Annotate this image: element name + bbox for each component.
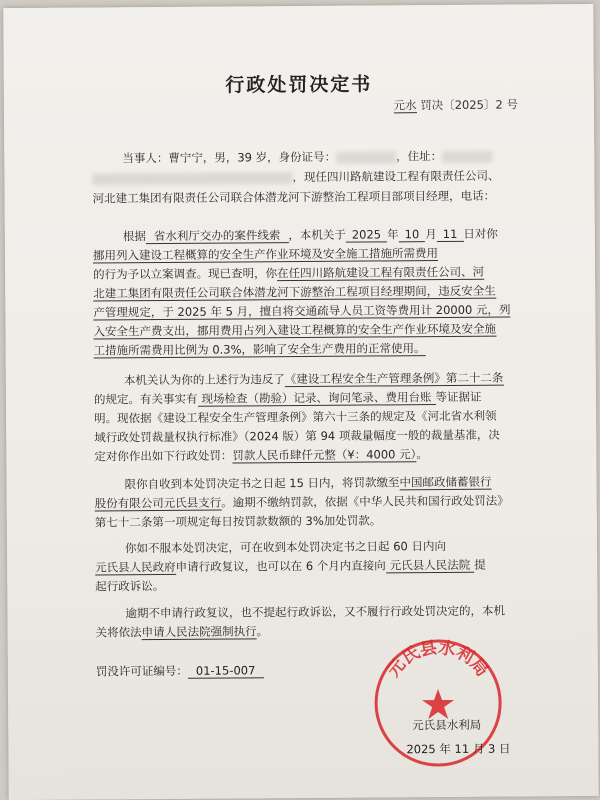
permit-number: 罚没许可证编号： 01-15-007 [96, 662, 264, 679]
redacted-address-2 [92, 172, 292, 185]
document-number [393, 96, 518, 113]
issue-date: 2025 年 11 月 3 日 [406, 741, 511, 757]
para2-line4: 域行政处罚裁量权执行标准》（2024 版）第 94 项裁量幅度一般的裁量基准，决 [94, 427, 500, 445]
para1-line1: 根据 省水利厅交办的案件线索 ，本机关于 2025 年 10 月 11 日对你 [122, 226, 498, 244]
para1-line4: 北建工集团有限责任公司联合体潜龙河下游整治工程项目经理期间，违反安全生 [93, 283, 496, 301]
para5-line1: 逾期不申请行政复议，也不提起行政诉讼，又不履行行政处罚决定的，本机 [125, 603, 506, 621]
redacted-address [442, 150, 492, 162]
para1-line6: 入安全生产费支出，挪用费用占列入建设工程概算的安全生产作业环境及安全施 [93, 321, 497, 339]
para4-line2: 元氏县人民政府申请行政复议，也可以在 6 个月内直接向 元氏县人民法院 提 [95, 557, 486, 575]
para3-line1: 限你自收到本处罚决定书之日起 15 日内，将罚款缴至中国邮政储蓄银行 [124, 474, 492, 492]
svg-text:元氏县水利局 [383, 637, 492, 682]
para1-line3: 的行为予以立案调查。现已查明，你在任四川路航建设工程有限责任公司、河 [93, 264, 485, 282]
para2-line3: 明。现依据《建设工程安全生产管理条例》第六十三条的规定及《河北省水利领 [94, 408, 497, 426]
para2-line1: 本机关认为你的上述行为违反了《建设工程安全生产管理条例》第二十二条 [123, 370, 504, 388]
para1-line2: 挪用列入建设工程概算的安全生产作业环境及安全施工措施所需费用 [92, 246, 439, 263]
para4-line1: 你如不服本处罚决定，可在收到本处罚决定书之日起 60 日内向 [124, 538, 447, 556]
para1-line5: 产管理规定，于 2025 年 5 月，擅自将交通疏导人员工资等费用计 20000 元，列 [93, 302, 511, 320]
party-line-3: 河北建工集团有限责任公司联合体潜龙河下游整治工程项目部项目经理，电话： [92, 188, 496, 206]
para1-line7: 工措施所需费用比例为 0.3%，影响了安全生产费用的正常使用。 [93, 341, 426, 358]
doc-number-rest: 罚决〔2025〕2 号 [420, 97, 518, 113]
para3-line3: 第七十二条第一项规定每日按罚款数额的 3%加处罚款。 [94, 513, 382, 530]
para2-line2: 的规定。有关事实有 现场检查（勘验）记录、询问笔录、费用台账 等证据证 [93, 389, 482, 407]
star-icon [422, 689, 454, 719]
para5-line2: 关将依法申请人民法院强制执行。 [95, 624, 269, 640]
party-line-1: 当事人：曹宁宁，男，39 岁，身份证号： ，住址： [122, 146, 524, 168]
document-title: 行政处罚决定书 [225, 73, 373, 97]
party-line-2: ，现任四川路航建设工程有限责任公司、 [92, 166, 524, 188]
redacted-id [336, 151, 396, 163]
issuer-name: 元氏县水利局 [412, 717, 482, 733]
para3-line2: 股份有限公司元氏县支行。逾期不缴纳罚款，依据《中华人民共和国行政处罚法》 [94, 493, 509, 511]
document-page [3, 4, 599, 800]
seal-text: 元氏县水利局 [383, 637, 493, 682]
doc-number-prefix: 元水 [393, 98, 417, 113]
para4-line3: 起行政诉讼。 [95, 578, 165, 594]
para2-line5: 定对你作出如下行政处罚：罚款人民币肆仟元整（¥：4000 元）。 [94, 447, 428, 464]
